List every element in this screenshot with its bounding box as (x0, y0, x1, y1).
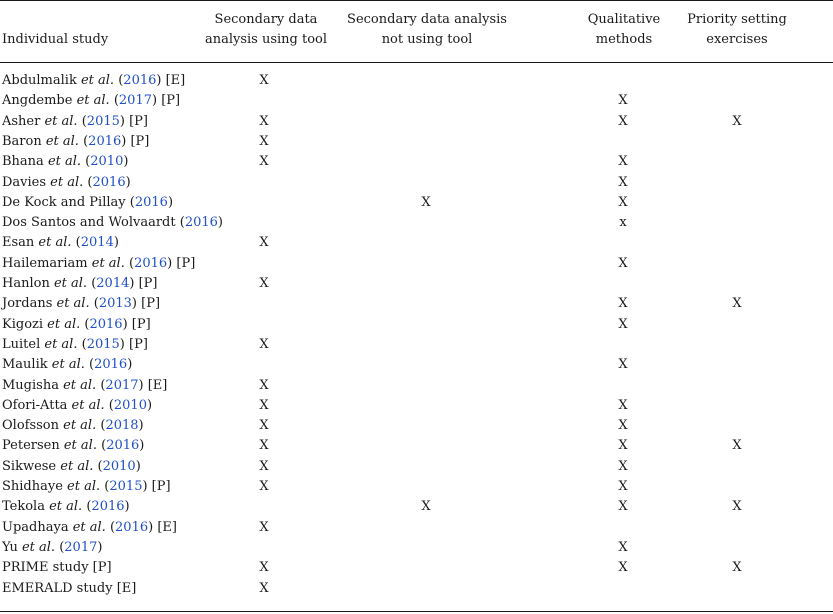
header-col3-line2: methods (595, 32, 653, 47)
study-suffix: ) [P] (131, 296, 161, 312)
study-paren-open: ( (84, 357, 95, 373)
method-mark-c4: X (732, 499, 742, 515)
study-et-al: et al. (34, 235, 72, 251)
study-author: Tekola (2, 499, 45, 515)
study-author: Bhana (2, 154, 44, 170)
study-citation (2, 376, 167, 396)
study-year-link[interactable]: 2014 (80, 235, 114, 251)
study-suffix: ) (167, 194, 174, 210)
study-paren-open: ( (83, 174, 93, 190)
table-row (0, 579, 833, 599)
study-year-link[interactable]: 2014 (96, 276, 130, 291)
study-citation (2, 355, 132, 375)
study-paren-open: ( (109, 93, 119, 109)
study-et-al: et al. (59, 418, 97, 434)
study-et-al: et al. (72, 93, 110, 109)
method-mark-c1: X (259, 479, 269, 494)
study-suffix: ) (217, 215, 223, 231)
study-paren-open: ( (96, 418, 106, 434)
study-year-link[interactable]: 2016 (106, 438, 140, 454)
study-paren-open: ( (96, 377, 106, 393)
study-suffix: ) (97, 539, 103, 555)
study-paren-open: ( (77, 113, 87, 129)
method-mark-c1: X (259, 154, 269, 170)
method-mark-c1: X (259, 438, 269, 454)
study-citation (2, 112, 148, 132)
study-paren-open: ( (93, 458, 103, 474)
method-mark-c1: X (259, 519, 269, 535)
method-mark-c3: X (618, 479, 628, 494)
method-mark-c3: X (618, 296, 628, 312)
study-author: Olofsson (2, 418, 59, 434)
table-row (0, 152, 833, 172)
study-author: Asher (2, 113, 41, 129)
method-mark-c3: X (618, 397, 628, 413)
study-year-link[interactable]: 2017 (105, 377, 139, 393)
study-year-link[interactable]: 2017 (118, 93, 152, 109)
study-et-al: et al. (44, 499, 83, 515)
header-rule (0, 62, 833, 63)
study-et-al: et al. (52, 296, 90, 312)
study-author: Petersen (2, 438, 60, 454)
method-mark-c3: X (618, 418, 628, 434)
method-mark-c1: X (259, 397, 269, 413)
study-paren-open: ( (55, 539, 65, 555)
study-author: PRIME study [P] (2, 560, 112, 576)
study-et-al: et al. (40, 336, 78, 352)
table-row (0, 558, 833, 578)
study-et-al: et al. (59, 438, 97, 454)
header-col2 (347, 10, 507, 50)
study-et-al: et al. (58, 377, 97, 393)
table-row (0, 457, 833, 477)
method-mark-c1: X (259, 73, 269, 88)
study-year-link[interactable]: 2016 (89, 316, 123, 332)
study-paren-open: ( (78, 133, 89, 149)
top-rule (0, 0, 833, 1)
study-paren-open: ( (82, 499, 92, 515)
method-mark-c1: X (259, 235, 269, 251)
study-et-al: et al. (49, 276, 88, 291)
method-mark-c2: X (421, 194, 431, 210)
study-et-al: et al. (56, 458, 94, 474)
table-row (0, 436, 833, 456)
study-suffix: ) [P] (119, 336, 148, 352)
study-year-link[interactable]: 2016 (184, 215, 218, 231)
method-mark-c3: X (618, 499, 628, 515)
study-author: Luitel (2, 336, 41, 352)
study-et-al: et al. (62, 479, 101, 494)
header-col2-line2: not using tool (381, 32, 473, 47)
header-col2-line1: Secondary data analysis (347, 12, 507, 27)
table-row (0, 112, 833, 132)
study-year-link[interactable]: 2016 (115, 519, 149, 535)
study-citation (2, 254, 195, 274)
table-row (0, 274, 833, 294)
study-author: Baron (2, 133, 42, 149)
study-citation (2, 71, 185, 91)
method-mark-c3: X (618, 316, 628, 332)
study-citation (2, 294, 160, 314)
table-row (0, 335, 833, 355)
study-citation (2, 538, 102, 558)
study-citation (2, 558, 112, 578)
method-mark-c3: X (618, 113, 628, 129)
study-year-link[interactable]: 2016 (94, 357, 128, 373)
study-year-link[interactable]: 2016 (134, 255, 168, 271)
study-citation (2, 132, 149, 152)
study-citation (2, 91, 180, 111)
study-paren-open: ( (96, 438, 107, 454)
method-mark-c1: X (259, 458, 269, 474)
table-row (0, 233, 833, 253)
table-row (0, 132, 833, 152)
table-row (0, 355, 833, 375)
method-mark-c3: X (618, 458, 628, 474)
study-citation (2, 173, 131, 193)
study-paren-open: ( (104, 397, 114, 413)
study-suffix: ) (135, 458, 141, 474)
study-et-al: et al. (17, 539, 56, 555)
study-et-al: et al. (41, 133, 79, 149)
study-year-link[interactable]: 2015 (109, 479, 143, 494)
table-row (0, 315, 833, 335)
method-mark-c3: X (618, 539, 628, 555)
study-citation (2, 396, 152, 416)
study-paren-open: ( (100, 479, 110, 494)
method-mark-c2: X (421, 499, 431, 515)
study-et-al: et al. (76, 73, 115, 88)
study-suffix: ) (125, 174, 131, 190)
study-suffix: ) (113, 235, 119, 251)
study-et-al: et al. (43, 154, 82, 170)
method-mark-c4: X (732, 296, 742, 312)
method-mark-c3: X (618, 194, 628, 210)
header-col4 (687, 10, 787, 50)
method-mark-c3: x (619, 215, 627, 231)
study-year-link[interactable]: 2010 (90, 154, 124, 170)
method-mark-c1: X (259, 133, 269, 149)
study-year-link[interactable]: 2015 (86, 336, 120, 352)
study-et-al: et al. (46, 174, 84, 190)
study-paren-open: ( (175, 215, 185, 231)
study-suffix: ) [E] (138, 377, 168, 393)
study-citation (2, 193, 173, 213)
study-paren-open: ( (114, 73, 124, 88)
method-mark-c1: X (259, 276, 269, 291)
study-et-al: et al. (68, 519, 106, 535)
study-citation (2, 233, 119, 253)
study-citation (2, 213, 223, 233)
study-author: Davies (2, 174, 47, 190)
table-row (0, 71, 833, 91)
method-mark-c3: X (618, 255, 628, 271)
study-year-link[interactable]: 2016 (123, 73, 157, 88)
study-year-link[interactable]: 2010 (102, 458, 136, 474)
study-et-al: et al. (40, 113, 78, 129)
study-author: Hanlon (2, 276, 50, 291)
study-author: Yu (2, 539, 18, 555)
method-mark-c1: X (259, 560, 269, 576)
study-author: Ofori-Atta (2, 397, 68, 413)
study-year-link[interactable]: 2018 (105, 418, 139, 434)
study-citation (2, 579, 136, 599)
study-suffix: ) (146, 397, 153, 413)
study-suffix: ) (138, 418, 144, 434)
study-author: Dos Santos and Wolvaardt (2, 215, 176, 231)
study-year-link[interactable]: 2016 (88, 133, 122, 149)
study-author: Maulik (2, 357, 48, 373)
study-year-link[interactable]: 2010 (113, 397, 147, 413)
study-year-link[interactable]: 2017 (64, 539, 98, 555)
study-paren-open: ( (87, 276, 97, 291)
method-mark-c1: X (259, 418, 269, 434)
method-mark-c1: X (259, 336, 269, 352)
study-suffix: ) [E] (156, 73, 186, 88)
study-author: EMERALD study [E] (2, 580, 137, 596)
study-suffix: ) [P] (142, 479, 171, 494)
study-citation (2, 416, 144, 436)
study-year-link[interactable]: 2015 (86, 113, 120, 129)
study-paren-open: ( (125, 194, 135, 210)
study-paren-open: ( (89, 296, 99, 312)
table-row (0, 173, 833, 193)
study-citation (2, 274, 157, 294)
bottom-rule (0, 611, 833, 612)
study-suffix: ) [P] (129, 276, 158, 291)
study-paren-open: ( (105, 519, 116, 535)
study-author: Jordans (2, 296, 53, 312)
header-col1 (204, 10, 328, 50)
study-author: De Kock and Pillay (2, 194, 126, 210)
study-et-al: et al. (87, 255, 125, 271)
table-row (0, 538, 833, 558)
study-author: Kigozi (2, 316, 44, 332)
header-individual-study: Individual study (2, 32, 109, 47)
table-row (0, 254, 833, 274)
study-suffix: ) [P] (122, 316, 151, 332)
study-suffix: ) [P] (167, 255, 196, 271)
study-paren-open: ( (81, 154, 91, 170)
study-suffix: ) [P] (119, 113, 148, 129)
method-mark-c1: X (259, 377, 269, 393)
table-row (0, 518, 833, 538)
method-mark-c3: X (618, 93, 628, 109)
study-author: Shidhaye (2, 479, 63, 494)
study-year-link[interactable]: 2016 (92, 174, 126, 190)
table-row (0, 497, 833, 517)
method-mark-c3: X (618, 174, 628, 190)
table-row (0, 396, 833, 416)
header-col1-line2: analysis using tool (204, 32, 328, 47)
table-row (0, 213, 833, 233)
study-citation (2, 436, 144, 456)
method-mark-c4: X (732, 560, 742, 576)
method-mark-c3: X (618, 357, 628, 373)
study-author: Abdulmalik (2, 73, 77, 88)
study-citation (2, 315, 151, 335)
study-suffix: ) [P] (121, 133, 150, 149)
method-mark-c1: X (259, 580, 269, 596)
study-suffix: ) (123, 154, 129, 170)
table-row (0, 416, 833, 436)
study-citation (2, 497, 130, 517)
table-row (0, 91, 833, 111)
study-suffix: ) (139, 438, 145, 454)
method-mark-c4: X (732, 113, 742, 129)
study-author: Mugisha (2, 377, 59, 393)
method-mark-c3: X (618, 154, 628, 170)
header-col3-line1: Qualitative (587, 12, 661, 27)
table-row (0, 294, 833, 314)
header-col4-line1: Priority setting (687, 12, 787, 27)
study-author: Sikwese (2, 458, 57, 474)
table-row (0, 193, 833, 213)
study-paren-open: ( (77, 336, 87, 352)
study-citation (2, 335, 148, 355)
method-mark-c3: X (618, 560, 628, 576)
study-citation (2, 477, 171, 497)
study-et-al: et al. (47, 357, 85, 373)
study-et-al: et al. (43, 316, 81, 332)
study-suffix: ) [E] (148, 519, 177, 535)
study-paren-open: ( (71, 235, 81, 251)
study-citation (2, 457, 141, 477)
header-col1-line1: Secondary data (214, 12, 318, 27)
study-paren-open: ( (80, 316, 90, 332)
study-author: Angdembe (2, 93, 73, 109)
method-mark-c1: X (259, 113, 269, 129)
study-author: Esan (2, 235, 35, 251)
study-suffix: ) (127, 357, 133, 373)
method-mark-c4: X (732, 438, 742, 454)
header-col4-line2: exercises (706, 32, 768, 47)
study-suffix: ) (124, 499, 130, 515)
study-year-link[interactable]: 2016 (91, 499, 125, 515)
table-row (0, 376, 833, 396)
study-paren-open: ( (124, 255, 135, 271)
study-citation (2, 152, 128, 172)
study-author: Hailemariam (2, 255, 88, 271)
header-col3 (587, 10, 661, 50)
study-citation (2, 518, 177, 538)
study-et-al: et al. (67, 397, 105, 413)
study-year-link[interactable]: 2013 (98, 296, 132, 312)
study-year-link[interactable]: 2016 (134, 194, 168, 210)
method-mark-c3: X (618, 438, 628, 454)
study-author: Upadhaya (2, 519, 69, 535)
study-suffix: ) [P] (152, 93, 181, 109)
table-row (0, 477, 833, 497)
